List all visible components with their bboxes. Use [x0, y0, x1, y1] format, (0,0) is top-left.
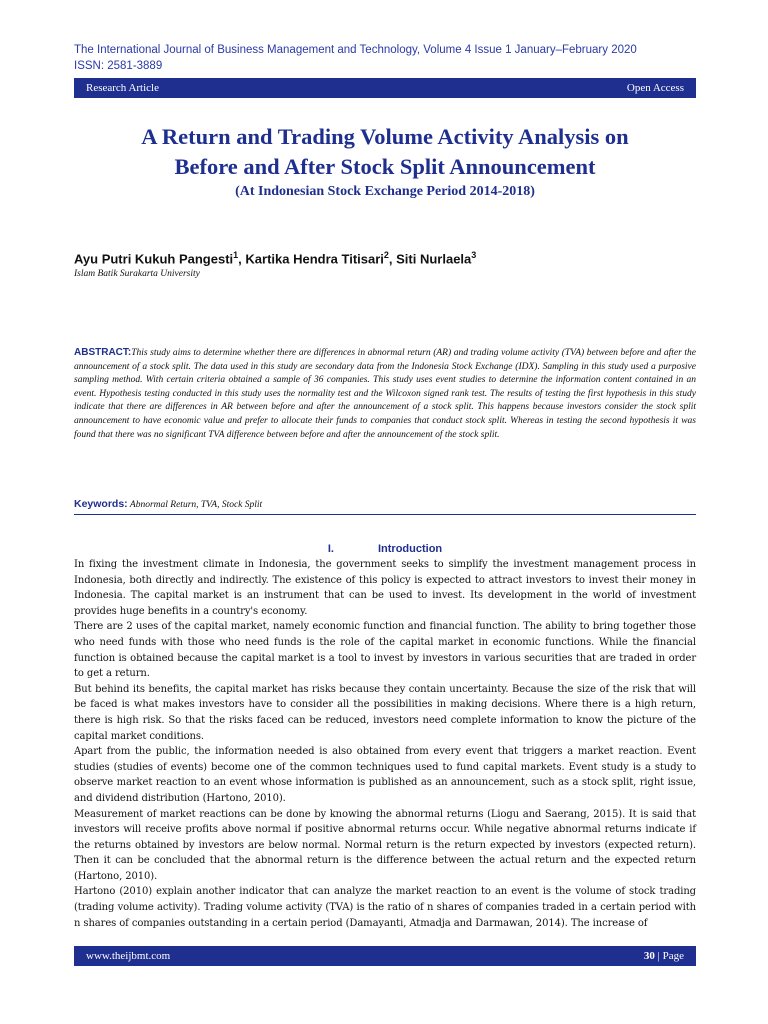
author-name: Siti Nurlaela	[396, 251, 472, 267]
journal-issn: ISSN: 2581-3889	[74, 60, 163, 72]
author-affiliation: Islam Batik Surakarta University	[74, 269, 200, 279]
article-type-label: Research Article	[86, 82, 159, 94]
body-paragraph: In fixing the investment climate in Indonesia, the government seeks to simplify the investment management process in Indonesia, both directly and indirectly. The existence of this policy is expected to attract investors to invest their money in Indonesia. The capital market is an instrument that can be used to invest. Its development in the world of investment provides huge benefits in a country's economy.	[74, 559, 696, 617]
keywords-text: Abnormal Return, TVA, Stock Split	[129, 500, 263, 510]
abstract-label: ABSTRACT:	[74, 347, 132, 358]
paper-title	[74, 122, 696, 182]
author-affiliation-mark: 2	[383, 250, 389, 260]
page-number-value: 30	[643, 950, 655, 962]
body-paragraph: But behind its benefits, the capital market has risks because they contain uncertainty. Because the size of the risk that will be faced is what makes investors have to consider all the possibilities in making decisions. Where there is a high return, there is high risk. So that the risks faced can be reduced, investors need complete information to know the picture of the capital market conditions.	[74, 683, 696, 742]
article-type-bar	[74, 78, 696, 98]
page-number-label: | Page	[654, 950, 684, 962]
section-divider	[74, 514, 696, 515]
page-footer	[74, 946, 696, 966]
keywords-label: Keywords:	[74, 498, 128, 510]
abstract-text: This study aims to determine whether there are differences in abnormal return (AR) and trading volume activity (TVA) between before and after the announcement of a stock split. The data used in this study are secondary data from the Indonesia Stock Exchange (IDX). Sampling in this study used a purposive sampling method. With certain criteria obtained a sample of 36 companies. This study uses event studies to determine the information content contained in an event. Hypothesis testing conducted in this study uses the normality test and the Wilcoxon signed rank test. The results of testing the first hypothesis in this study indicate that there are differences in AR between before and after the announcement of a stock split. This happens because investors consider the stock split announcement to have economic value and prefer to allocate their funds to companies that conduct stock split. Whereas in testing the second hypothesis it was found that there was no significant TVA difference between before and after the announcement of the stock split.	[74, 348, 696, 440]
open-access-label: Open Access	[626, 82, 684, 94]
journal-citation: The International Journal of Business Management and Technology, Volume 4 Issue 1 January–February 2020	[74, 44, 637, 56]
author-name: Kartika Hendra Titisari	[245, 251, 384, 267]
abstract	[74, 346, 696, 442]
section-number: I.	[327, 543, 334, 555]
body-paragraph: Hartono (2010) explain another indicator that can analyze the market reaction to an event is the volume of stock trading (trading volume activity). Trading volume activity (TVA) is the ratio of n shares of companies traded in a certain period with n shares of companies outstanding in a certain period (Damayanti, Atmadja and Darmawan, 2014). The increase of	[74, 886, 696, 929]
section-heading	[74, 542, 696, 557]
body-paragraph: Apart from the public, the information needed is also obtained from every event that triggers a market reaction. Event studies (studies of events) become one of the common techniques used to fund capital markets. Event study is a study to observe market reaction to an event whose information is published as an announcement, such as a stock split, right issue, and dividend distribution (Hartono, 2010).	[74, 746, 696, 804]
body-paragraph: Measurement of market reactions can be done by knowing the abnormal returns (Liogu and Saerang, 2015). It is said that investors will receive profits above normal if positive abnormal returns occur. While negative abnormal returns indicate if the returns obtained by investors are below normal. Normal return is the return expected by investors (expected return). Then it can be concluded that the abnormal return is the difference between the actual return and the expected return (Hartono, 2010).	[74, 808, 696, 882]
author-affiliation-mark: 1	[233, 250, 239, 260]
body-text	[74, 557, 696, 931]
author-name: Ayu Putri Kukuh Pangesti	[74, 251, 234, 267]
paper-subtitle: (At Indonesian Stock Exchange Period 2014-2018)	[235, 184, 535, 199]
author-affiliation-mark: 3	[471, 250, 477, 260]
footer-url-link[interactable]: www.theijbmt.com	[86, 950, 171, 962]
title-line-2: Before and After Stock Split Announcement	[174, 154, 596, 179]
title-line-1: A Return and Trading Volume Activity Analysis on	[141, 124, 629, 149]
author-separator: ,	[388, 251, 397, 267]
author-list	[74, 246, 476, 268]
section-title: Introduction	[377, 543, 443, 555]
keywords	[74, 497, 696, 512]
author-separator: ,	[238, 251, 246, 267]
page-number	[644, 946, 684, 966]
body-paragraph: There are 2 uses of the capital market, namely economic function and financial function. The ability to bring together those who need funds with those who need funds is the role of the capital market in economic functions. While the financial function is obtained because the capital market is a tool to invest by investors in various securities that are traded in order to get a return.	[74, 621, 696, 680]
journal-header	[74, 42, 714, 74]
